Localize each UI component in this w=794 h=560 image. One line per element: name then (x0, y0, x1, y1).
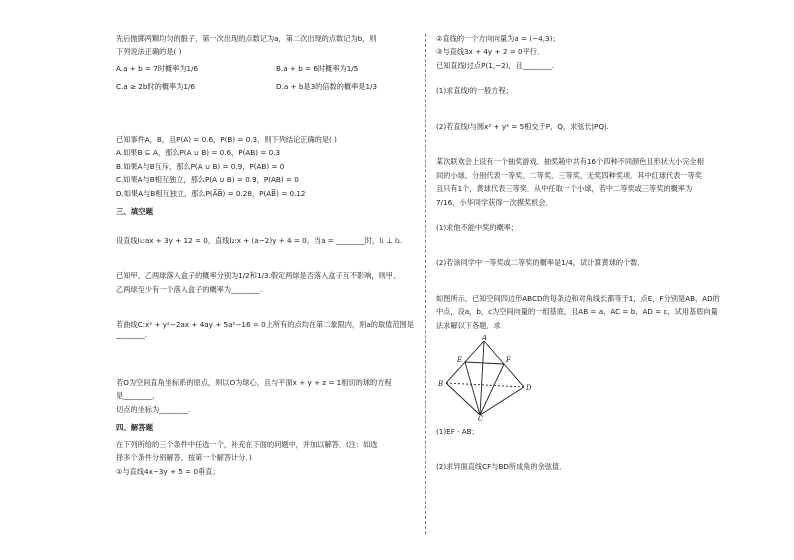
option-a: A.如果B ⊆ A，那么P(A ∪ B) = 0.6，P(AB) = 0.3 (116, 148, 281, 158)
section-heading-answer: 四、解答题 (116, 423, 153, 433)
option-row (116, 64, 406, 74)
sub-question-1: (1)求直线l的一般方程； (436, 86, 513, 96)
label-e: E (457, 356, 463, 365)
question-dice (116, 34, 416, 93)
geometry-problem: 如图所示，已知空间四边形ABCD的每条边和对角线长都等于1，点E，F分别是AB，AD的 (436, 293, 720, 303)
option-c: C.a ≥ 2b时的概率为1/6 (116, 82, 195, 92)
sub-question-2: (2)求异面直线CF与BD所成角的余弦值． (436, 462, 567, 471)
section-heading-fill: 三、填空题 (116, 206, 153, 216)
sub-question-2: (2)若该同学中一等奖或二等奖的概率是1/4，试计算黄球的个数． (436, 258, 645, 268)
label-b: B (438, 380, 444, 389)
problem-stem: 已知直线l过点P(1,−2)，且________. (436, 60, 554, 70)
left-column (116, 34, 416, 480)
geometry-problem: 法求解以下各题．求 (436, 320, 501, 330)
segment-ce (465, 362, 480, 415)
lottery-problem: 7/16，小华同学获得一次摸奖机会． (436, 197, 553, 207)
option-a: A.a + b = 7时概率为1/6 (116, 63, 199, 73)
option-b: B.a + b = 6时概率为1/5 (276, 63, 359, 73)
right-column (436, 34, 736, 475)
fill-question-1: 设直线l₁:ax + 3y + 12 = 0，直线l₂:x + (a−2)y + 4 = 0，当a = ________时，l₁ ⊥ l₂. (116, 235, 403, 245)
lottery-problem: 某次联欢会上设有一个抽奖游戏．抽奖箱中共有16个四种不同颜色且形状大小完全相 (436, 157, 704, 167)
sub-question-1: (1)EF · AB； (436, 426, 479, 436)
label-d: D (526, 384, 532, 393)
condition-3: ③与直线3x + 4y + 2 = 0平行． (436, 47, 545, 57)
option-d: D.a + b是3的倍数的概率是1/3 (276, 82, 378, 92)
fill-question-2: 乙两球至少有一个落入盒子的概率为________. (116, 284, 263, 294)
sub-question-1: (1)求他不能中奖的概率； (436, 222, 519, 232)
sub-question-2: (2)若直线l与圆x² + y² = 5相交于P，Q，求弦长|PQ|. (436, 121, 609, 131)
tetrahedron-diagram (436, 335, 546, 421)
label-c: C (478, 415, 484, 422)
fill-question-4: 切点的坐标为________. (116, 404, 191, 414)
fill-question-3: 若曲线C:x² + y²−2ax + 4ay + 5a²−16 = 0上所有的点均在第二象限内，则a的取值范围是________. (116, 319, 414, 340)
question-events (116, 135, 416, 199)
question-text: 下列说法正确的是( ) (116, 47, 182, 57)
answer-question-1: 在下列所给的三个条件中任选一个，补充在下面的问题中，并加以解答．(注：如选 (116, 439, 378, 449)
lottery-problem: 同的小球，分别代表一等奖、二等奖、三等奖、无奖四种奖项．其中红球代表一等奖 (436, 170, 702, 180)
option-b: B.如果A与B互斥，那么P(A ∪ B) = 0.9，P(AB) = 0 (116, 161, 285, 171)
answer-question-1: ①与直线4x−3y + 5 = 0垂直； (116, 466, 220, 476)
answer-question-1: 择多个条件分别解答，按第一个解答计分．) (116, 453, 252, 463)
edge-ac (480, 341, 484, 415)
lottery-problem: 且只有1个，黄球代表三等奖．从中任取一个小球，若中二等奖或三等奖的概率为 (436, 184, 693, 194)
segment-ef (465, 362, 504, 364)
fill-question-4: 是________， (116, 391, 160, 401)
option-row (116, 82, 406, 92)
edge-bd (446, 383, 524, 387)
option-d: D.如果A与B相互独立，那么P(A̅B̅) = 0.28，P(AB̅) = 0.12 (116, 188, 306, 198)
condition-2: ②直线的一个方向向量为a = (−4,3)； (436, 34, 560, 43)
question-text: 先后抛掷两颗均匀的骰子，第一次出现的点数记为a，第二次出现的点数记为b，则 (116, 34, 377, 43)
fill-question-4: 若O为空间直角坐标系的原点，则以O为球心，且与平面x + y + z = 1相切的球的方程 (116, 377, 392, 387)
option-c: C.如果A与B相互独立，那么P(A ∪ B) = 0.9，P(AB) = 0 (116, 175, 299, 185)
question-text: 已知事件A，B，且P(A) = 0.6，P(B) = 0.3，则下列结论正确的是( ) (116, 134, 337, 144)
fill-question-2: 已知甲、乙两球落入盒子的概率分别为1/2和1/3.假定两球是否落入盒子互不影响，则甲、 (116, 271, 401, 281)
tetrahedron-figure (436, 335, 736, 424)
geometry-problem: 中点，设a，b，c为空间向量的一组基底，且AB = a，AC = b，AD = c，试用基底向量 (436, 307, 718, 317)
label-a: A (482, 335, 488, 343)
column-divider (425, 34, 426, 534)
edge-bc (446, 383, 480, 415)
label-f: F (506, 356, 511, 365)
